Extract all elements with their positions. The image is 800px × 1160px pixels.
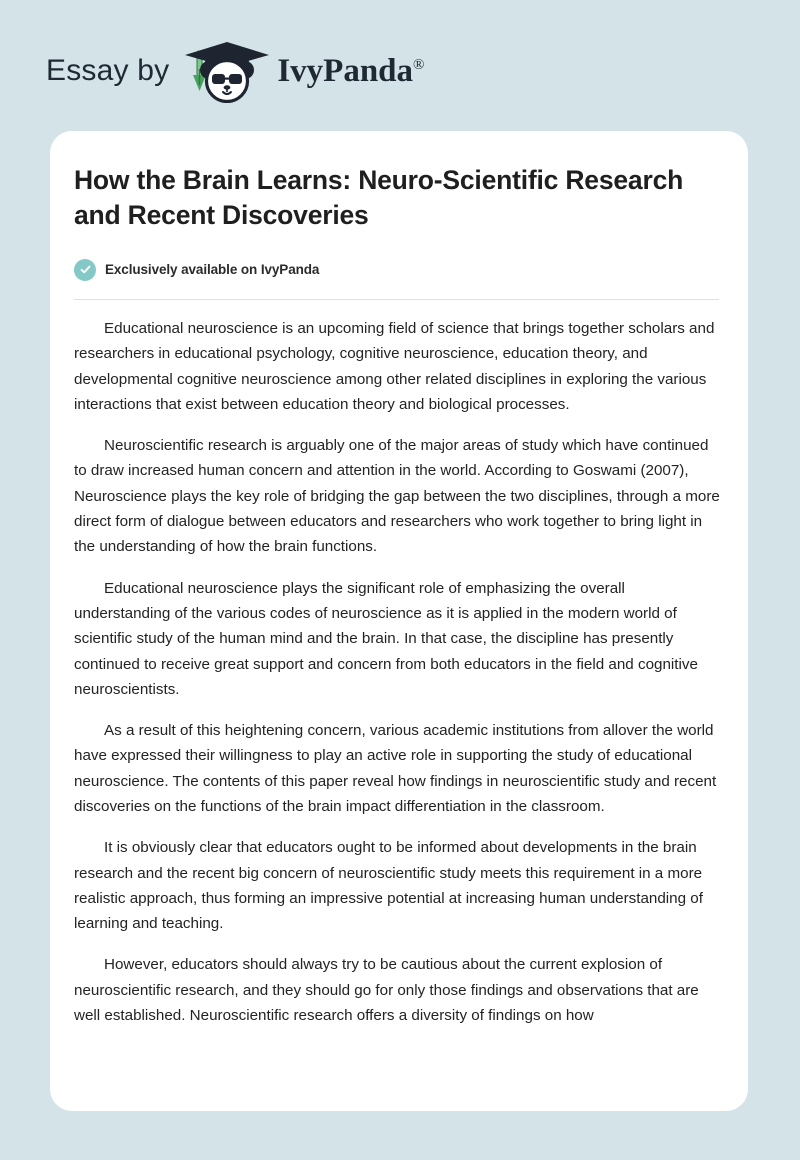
status-badge [74,259,724,281]
divider [74,299,719,300]
brand-header [46,38,424,104]
paragraph: Neuroscientific research is arguably one of the major areas of study which have continued to draw increased human concern and attention in the world. According to Goswami (2007), Neuroscience plays the key role of bridging the gap between the two disciplines, through a more direct form of dialogue between educators and researchers who work together to bring light in the understanding of how the brain functions. [74,437,720,556]
brand-name-text: IvyPanda [277,52,414,89]
essay-card [50,131,748,1111]
status-badge-label: Exclusively available on IvyPanda [105,262,320,278]
essay-by-label: Essay by [46,54,170,87]
paragraph: As a result of this heightening concern, various academic institutions from allover the world have expressed their willingness to play an active role in supporting the study of educational neuroscience. The contents of this paper reveal how findings in neuroscientific study and recent discoveries on the functions of the brain impact differentiation in the classroom. [74,722,717,815]
paragraph: Educational neuroscience is an upcoming field of science that brings together scholars and researchers in educational psychology, cognitive neuroscience, education theory, and developmental cognitive neuroscience among other related disciplines in exploring the various interactions that exist between education theory and biological processes. [74,319,715,413]
brand-name [277,52,425,89]
essay-body [74,316,724,1028]
paragraph: However, educators should always try to be cautious about the current explosion of neuroscientific research, and they should go for only those findings and observations that are well established. Neuroscientific research offers a diversity of findings on how [74,956,699,1025]
paragraph: Educational neuroscience plays the significant role of emphasizing the overall understanding of the various codes of neuroscience as it is applied in the modern world of scientific study of the human mind and the brain. In that case, the discipline has presently continued to receive great support and concern from both educators in the field and cognitive neuroscientists. [74,579,698,698]
brand-logo-wrap[interactable] [181,39,424,103]
paragraph: It is obviously clear that educators ought to be informed about developments in the brain research and the recent big concern of neuroscientific study meets this requirement in a more realistic approach, thus forming an impressive potential at increasing human understanding of learning and teaching. [74,839,703,933]
panda-graduate-logo-icon [181,39,273,103]
registered-trademark-icon: ® [413,56,425,73]
check-circle-icon [74,259,96,281]
page-title: How the Brain Learns: Neuro-Scientific Research and Recent Discoveries [74,165,684,230]
